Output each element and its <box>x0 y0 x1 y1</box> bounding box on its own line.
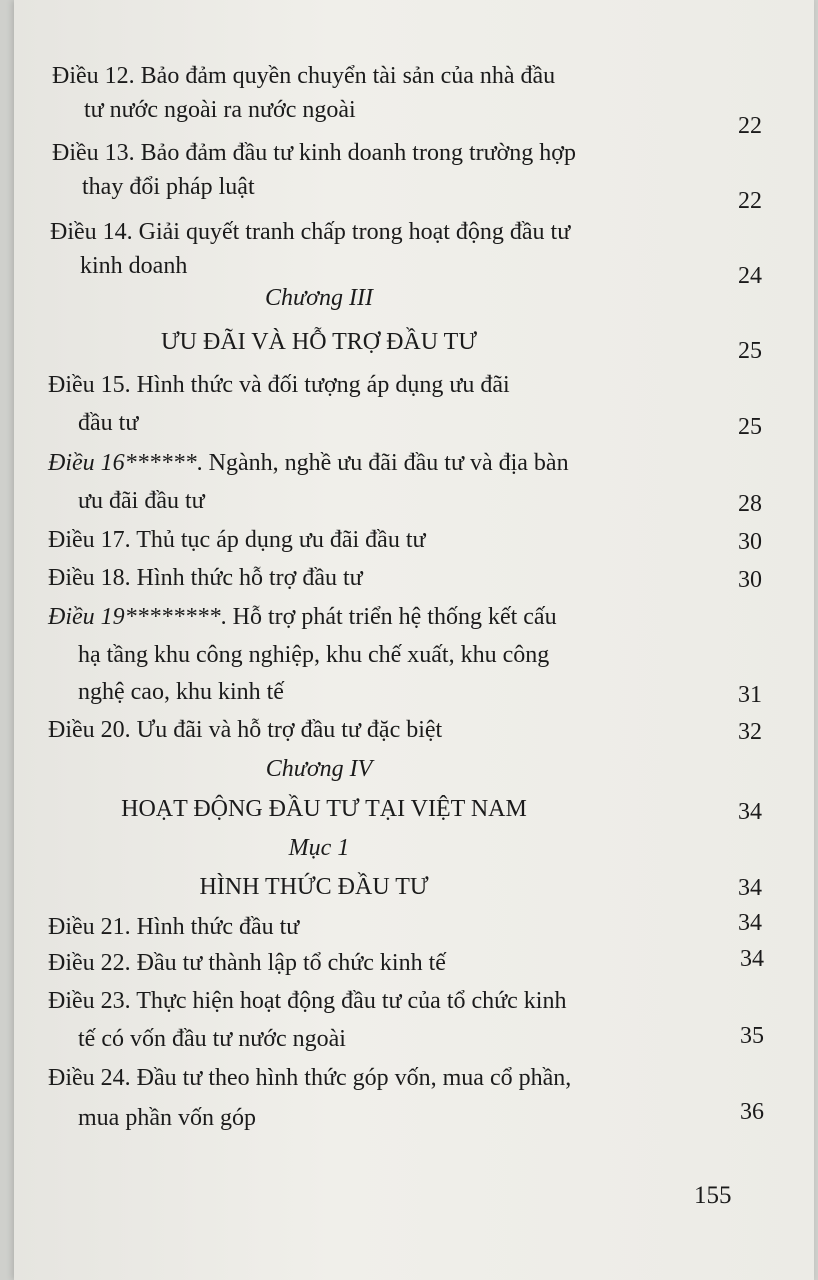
toc-entry-13-line-2: thay đổi pháp luật <box>82 174 255 200</box>
toc-entry-23-line-2: tế có vốn đầu tư nước ngoài <box>78 1026 346 1052</box>
toc-entry-20-page: 32 <box>738 719 762 745</box>
toc-entry-12-line-2: tư nước ngoài ra nước ngoài <box>84 97 356 123</box>
page-number: 155 <box>694 1182 732 1209</box>
toc-entry-15-line-2: đầu tư <box>78 410 139 436</box>
toc-entry-24-page: 36 <box>740 1099 764 1125</box>
toc-entry-12-page: 22 <box>738 113 762 139</box>
toc-entry-23-line-1: Điều 23. Thực hiện hoạt động đầu tư của tổ chức kinh <box>48 988 567 1014</box>
toc-entry-19-page: 31 <box>738 682 762 708</box>
toc-entry-14-line-1: Điều 14. Giải quyết tranh chấp trong hoạt động đầu tư <box>50 219 571 245</box>
toc-entry-19-line-3: nghệ cao, khu kinh tế <box>78 679 284 705</box>
toc-entry-15-line-1: Điều 15. Hình thức và đối tượng áp dụng ưu đãi <box>48 372 510 398</box>
toc-entry-18-page: 30 <box>738 567 762 593</box>
toc-entry-16-label: Điều 16****** <box>48 450 197 476</box>
toc-entry-16-line-1 <box>48 449 569 477</box>
toc-entry-18: Điều 18. Hình thức hỗ trợ đầu tư <box>48 565 363 591</box>
chapter-3-page: 25 <box>738 338 762 364</box>
book-page <box>14 0 814 1280</box>
toc-entry-16-text: . Ngành, nghề ưu đãi đầu tư và địa bàn <box>196 450 569 476</box>
toc-entry-15-page: 25 <box>738 414 762 440</box>
toc-entry-17: Điều 17. Thủ tục áp dụng ưu đãi đầu tư <box>48 527 426 553</box>
toc-entry-14-page: 24 <box>738 263 762 289</box>
toc-entry-14-line-2: kinh doanh <box>80 253 188 279</box>
toc-entry-16-line-2: ưu đãi đầu tư <box>78 488 205 514</box>
toc-entry-16-page: 28 <box>738 491 762 517</box>
toc-entry-13-line-1: Điều 13. Bảo đảm đầu tư kinh doanh trong trường hợp <box>52 140 576 166</box>
section-1-page: 34 <box>738 875 762 901</box>
toc-entry-19-line-2: hạ tầng khu công nghiệp, khu chế xuất, khu công <box>78 642 550 668</box>
chapter-3-title: ƯU ĐÃI VÀ HỖ TRỢ ĐẦU TƯ <box>161 329 477 355</box>
toc-entry-17-page: 30 <box>738 529 762 555</box>
toc-entry-19-label: Điều 19******** <box>48 604 221 630</box>
toc-entry-22-page: 34 <box>740 946 764 972</box>
chapter-3-label: Chương III <box>265 285 373 311</box>
section-1-title: HÌNH THỨC ĐẦU TƯ <box>199 874 429 900</box>
toc-entry-24-line-2: mua phần vốn góp <box>78 1105 256 1131</box>
toc-entry-21-page: 34 <box>738 910 762 936</box>
toc-entry-12-line-1: Điều 12. Bảo đảm quyền chuyển tài sản của nhà đầu <box>52 63 556 89</box>
chapter-4-page: 34 <box>738 799 762 825</box>
chapter-4-title: HOẠT ĐỘNG ĐẦU TƯ TẠI VIỆT NAM <box>121 796 527 822</box>
toc-entry-19-line-1 <box>48 603 557 631</box>
toc-entry-23-page: 35 <box>740 1023 764 1049</box>
section-1-label: Mục 1 <box>288 835 350 861</box>
toc-entry-20: Điều 20. Ưu đãi và hỗ trợ đầu tư đặc biệt <box>48 717 443 743</box>
toc-entry-24-line-1: Điều 24. Đầu tư theo hình thức góp vốn, mua cổ phần, <box>48 1065 572 1091</box>
show-through-text <box>664 60 814 1140</box>
toc-entry-13-page: 22 <box>738 188 762 214</box>
chapter-4-label: Chương IV <box>265 756 373 782</box>
toc-entry-22: Điều 22. Đầu tư thành lập tổ chức kinh tế <box>48 950 446 976</box>
toc-entry-21: Điều 21. Hình thức đầu tư <box>48 914 300 940</box>
toc-entry-19-text: . Hỗ trợ phát triển hệ thống kết cấu <box>220 604 557 630</box>
